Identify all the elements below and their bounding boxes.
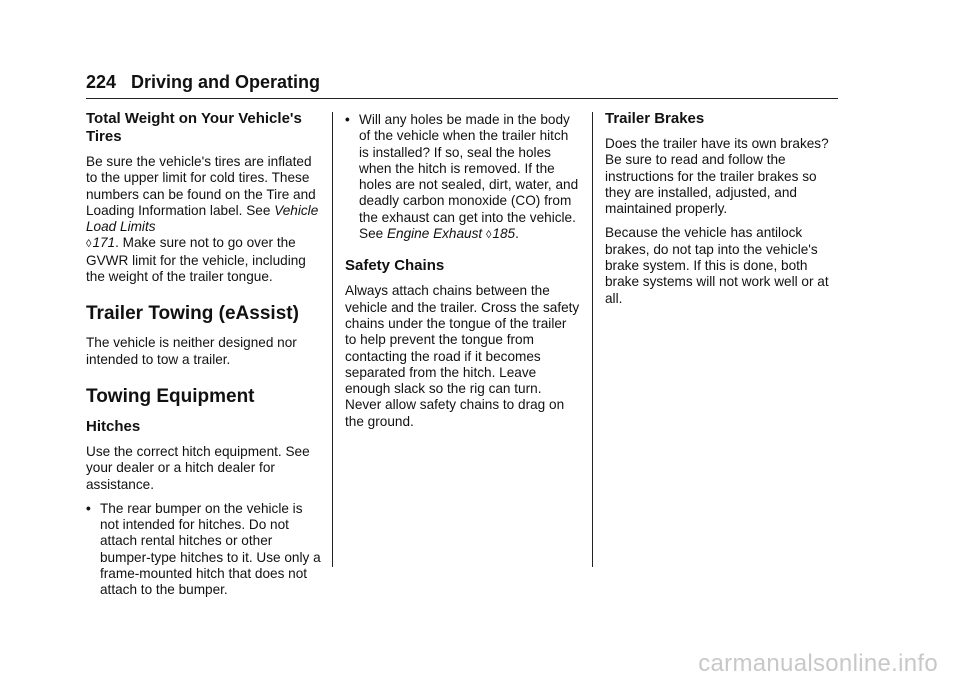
paragraph-text: . Make sure not to go over the GVWR limit for the vehicle, including the weight of the trailer tongue. bbox=[86, 235, 306, 285]
bullet-text: Will any holes be made in the body of the vehicle when the trailer hitch is installed? If so, seal the holes when the hitch is removed. If the holes are not sealed, dirt, water, and deadly carbon monoxide (CO) from the exhaust can get into the vehicle. See bbox=[359, 112, 579, 242]
heading-hitches: Hitches bbox=[86, 417, 141, 435]
list-item bbox=[345, 112, 581, 243]
column-3 bbox=[605, 110, 841, 315]
xref-arrow-icon: ◊ bbox=[485, 229, 492, 242]
paragraph-trailer-towing: The vehicle is neither designed nor intended to tow a trailer. bbox=[86, 335, 297, 367]
xref-page-number[interactable]: 185 bbox=[492, 226, 516, 242]
page-number: 224 bbox=[86, 72, 117, 92]
list-item bbox=[86, 501, 322, 599]
xref-engine-exhaust[interactable]: Engine Exhaust bbox=[386, 226, 483, 242]
bullet-icon: • bbox=[345, 112, 350, 127]
paragraph-safety-chains: Always attach chains between the vehicle and the trailer. Cross the safety chains under the tongue of the trailer to help prevent the tongue from contacting the road if it becomes separated from the hitch. Leave enough slack so the rig can turn. Never allow safety chains to drag on the ground. bbox=[345, 283, 580, 429]
heading-trailer-towing: Trailer Towing (eAssist) bbox=[86, 303, 299, 325]
page-header bbox=[86, 72, 838, 99]
paragraph-trailer-brakes-1: Does the trailer have its own brakes? Be sure to read and follow the instructions for the trailer brakes so they are installed, adjusted, and maintained properly. bbox=[605, 136, 829, 217]
sentence-period: . bbox=[515, 226, 519, 242]
column-2 bbox=[345, 112, 581, 438]
xref-vehicle-load-limits[interactable]: Vehicle Load Limits bbox=[86, 202, 319, 235]
xref-page-number[interactable]: 171 bbox=[92, 235, 116, 251]
paragraph-total-weight bbox=[86, 154, 322, 285]
paragraph-text: Be sure the vehicle's tires are inflated to the upper limit for cold tires. These numbers can be found on the Tire and Loading Information label. See bbox=[86, 154, 316, 218]
section-title: Driving and Operating bbox=[131, 72, 321, 92]
column-divider bbox=[332, 112, 333, 567]
column-divider bbox=[592, 112, 593, 567]
bullet-text: The rear bumper on the vehicle is not intended for hitches. Do not attach rental hitches or other bumper-type hitches to it. Use only a frame-mounted hitch that does not attach to the bumper. bbox=[100, 500, 321, 598]
paragraph-trailer-brakes-2: Because the vehicle has antilock brakes, do not tap into the vehicle's brake system. If this is done, both brake systems will not work well or at all. bbox=[605, 225, 829, 306]
heading-total-weight: Total Weight on Your Vehicle's Tires bbox=[86, 110, 302, 145]
xref-arrow-icon: ◊ bbox=[86, 238, 92, 251]
bullet-icon: • bbox=[86, 500, 91, 516]
watermark: carmanualsonline.info bbox=[698, 650, 938, 677]
heading-trailer-brakes: Trailer Brakes bbox=[605, 110, 705, 127]
paragraph-hitches: Use the correct hitch equipment. See your dealer or a hitch dealer for assistance. bbox=[86, 443, 310, 492]
heading-safety-chains: Safety Chains bbox=[345, 257, 445, 275]
heading-towing-equipment: Towing Equipment bbox=[86, 385, 255, 407]
column-1 bbox=[86, 110, 322, 607]
